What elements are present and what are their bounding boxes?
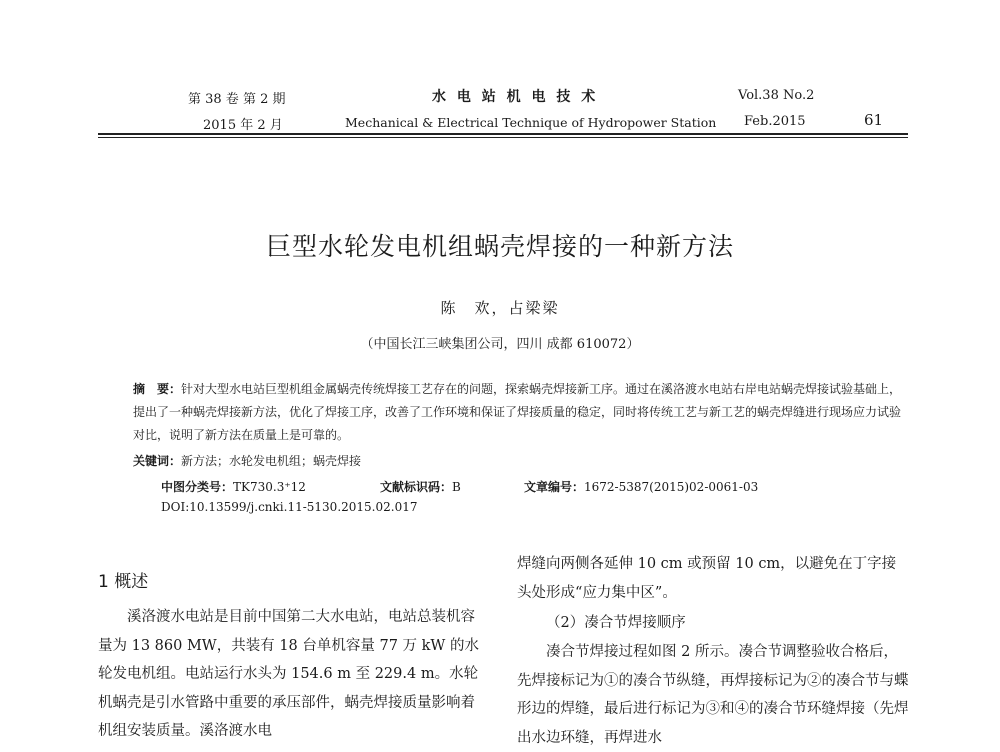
header-journal-en: Mechanical & Electrical Technique of Hydropower Station: [345, 115, 717, 130]
doc-code: [380, 478, 461, 495]
left-paragraph: 溪洛渡水电站是目前中国第二大水电站，电站总装机容量为 13 860 MW，共装有 18 台单机容量 77 万 kW 的水轮发电机组。电站运行水头为 154.6 m 至 229.4 m。水轮机蜗壳是引水管路中重要的承压部件，蜗壳焊接质量影响着机组安装质量。溪洛渡水电: [98, 609, 479, 739]
affiliation: （中国长江三峡集团公司，四川 成都 610072）: [360, 337, 640, 352]
doc-value: B: [452, 480, 461, 494]
header-rule-thin: [98, 137, 908, 138]
id-label: 文章编号：: [524, 480, 585, 494]
header-date-en: Feb.2015: [744, 114, 806, 129]
header-date: 2015 年 2 月: [203, 118, 283, 133]
header-vol-en: Vol.38 No.2: [738, 88, 815, 103]
keywords: [133, 452, 361, 469]
clc-code: [161, 478, 306, 495]
doi[interactable]: DOI:10.13599/j.cnki.11-5130.2015.02.017: [161, 500, 418, 514]
article-title: 巨型水轮发电机组蜗壳焊接的一种新方法: [265, 232, 734, 261]
article-id: [524, 478, 758, 495]
section-heading: 1 概述: [98, 572, 149, 592]
right-paragraph-1: 焊缝向两侧各延伸 10 cm 或预留 10 cm，以避免在丁字接头处形成“应力集中区”。: [517, 556, 897, 601]
authors: 陈 欢，占梁梁: [440, 299, 560, 317]
right-paragraph-2: 凑合节焊接过程如图 2 所示。凑合节调整验收合格后，先焊接标记为①的凑合节纵缝，再焊接标记为②的凑合节与蝶形边的焊缝，最后进行标记为③和④的凑合节环缝焊接（先焊出水边环缝，再焊进水: [517, 644, 909, 746]
keywords-text: 新方法；水轮发电机组；蜗壳焊接: [181, 454, 362, 468]
clc-value: TK730.3⁺12: [233, 480, 306, 494]
page-number: 61: [864, 111, 884, 129]
right-subheading: （2）凑合节焊接顺序: [546, 615, 686, 631]
abstract: [133, 378, 903, 447]
id-value: 1672-5387(2015)02-0061-03: [584, 480, 759, 494]
keywords-label: 关键词：: [133, 454, 182, 468]
doc-label: 文献标识码：: [380, 480, 453, 494]
header-volume: 第 38 卷 第 2 期: [188, 92, 286, 107]
header-rule-thick: [98, 133, 908, 135]
abstract-label: 摘 要：: [133, 382, 182, 396]
abstract-text: 针对大型水电站巨型机组金属蜗壳传统焊接工艺存在的问题，探索蜗壳焊接新工序。通过在溪洛渡水电站右岸电站蜗壳焊接试验基础上，提出了一种蜗壳焊接新方法，优化了焊接工序，改善了工作环境和保证了焊接质量的稳定，同时将传统工艺与新工艺的蜗壳焊缝进行现场应力试验对比，说明了新方法在质量上是可靠的。: [133, 382, 902, 442]
clc-label: 中图分类号：: [161, 480, 234, 494]
header-journal-cn: 水 电 站 机 电 技 术: [432, 89, 599, 105]
